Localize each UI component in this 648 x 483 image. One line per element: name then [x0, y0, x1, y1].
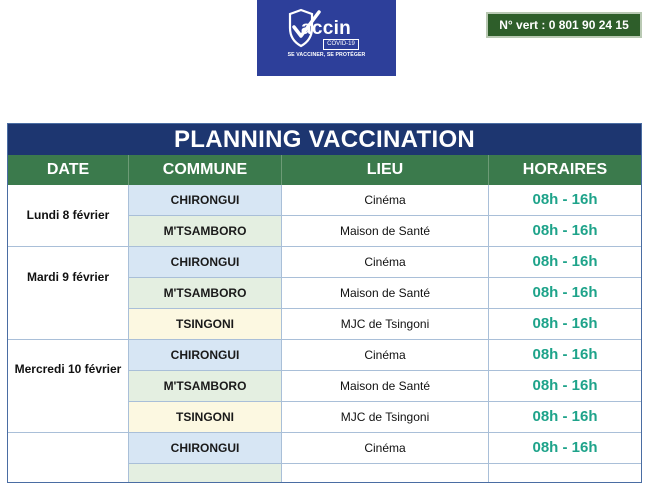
lieu-cell: MJC de Tsingoni [282, 309, 489, 340]
commune-cell: CHIRONGUI [129, 185, 282, 216]
table-row [8, 464, 641, 483]
lieu-cell: Cinéma [282, 247, 489, 278]
vaccination-schedule-table [7, 123, 642, 483]
horaires-cell: 08h - 16h [489, 278, 641, 309]
horaires-cell: 08h - 16h [489, 247, 641, 278]
header-lieu: LIEU [282, 155, 489, 185]
commune-cell: TSINGONI [129, 402, 282, 433]
lieu-cell: Maison de Santé [282, 278, 489, 309]
header-commune: COMMUNE [129, 155, 282, 185]
table-row [8, 371, 641, 402]
lieu-cell: Maison de Santé [282, 216, 489, 247]
table-row [8, 185, 641, 216]
commune-cell: M'TSAMBORO [129, 278, 282, 309]
commune-cell: TSINGONI [129, 309, 282, 340]
logo-word: accin [301, 18, 352, 39]
table-row [8, 278, 641, 309]
horaires-cell: 08h - 16h [489, 340, 641, 371]
horaires-cell: 08h - 16h [489, 309, 641, 340]
lieu-cell: Maison de Santé [282, 371, 489, 402]
commune-cell: CHIRONGUI [129, 433, 282, 464]
lieu-cell [282, 464, 489, 483]
commune-cell [129, 464, 282, 483]
horaires-cell: 08h - 16h [489, 402, 641, 433]
table-row [8, 340, 641, 371]
horaires-cell: 08h - 16h [489, 371, 641, 402]
date-label: Mercredi 10 février [14, 362, 122, 376]
horaires-cell: 08h - 16h [489, 433, 641, 464]
header-horaires: HORAIRES [489, 155, 641, 185]
lieu-cell: Cinéma [282, 433, 489, 464]
lieu-cell: Cinéma [282, 185, 489, 216]
header-date: DATE [8, 155, 129, 185]
lieu-cell: Cinéma [282, 340, 489, 371]
lieu-cell: MJC de Tsingoni [282, 402, 489, 433]
logo-covid-badge: COVID-19 [323, 39, 359, 50]
table-row [8, 309, 641, 340]
horaires-cell: 08h - 16h [489, 216, 641, 247]
horaires-cell [489, 464, 641, 483]
horaires-cell: 08h - 16h [489, 185, 641, 216]
commune-cell: CHIRONGUI [129, 247, 282, 278]
table-row [8, 216, 641, 247]
date-label: Mardi 9 février [26, 270, 110, 284]
table-row [8, 433, 641, 464]
commune-cell: M'TSAMBORO [129, 371, 282, 402]
logo-tagline: SE VACCINER, SE PROTÉGER [287, 52, 366, 58]
table-row [8, 402, 641, 433]
hotline-number: N° vert : 0 801 90 24 15 [486, 12, 642, 38]
date-label: Lundi 8 février [26, 208, 110, 222]
table-title: PLANNING VACCINATION [8, 124, 641, 155]
vaccin-covid-logo [257, 0, 396, 76]
commune-cell: CHIRONGUI [129, 340, 282, 371]
table-row [8, 247, 641, 278]
commune-cell: M'TSAMBORO [129, 216, 282, 247]
